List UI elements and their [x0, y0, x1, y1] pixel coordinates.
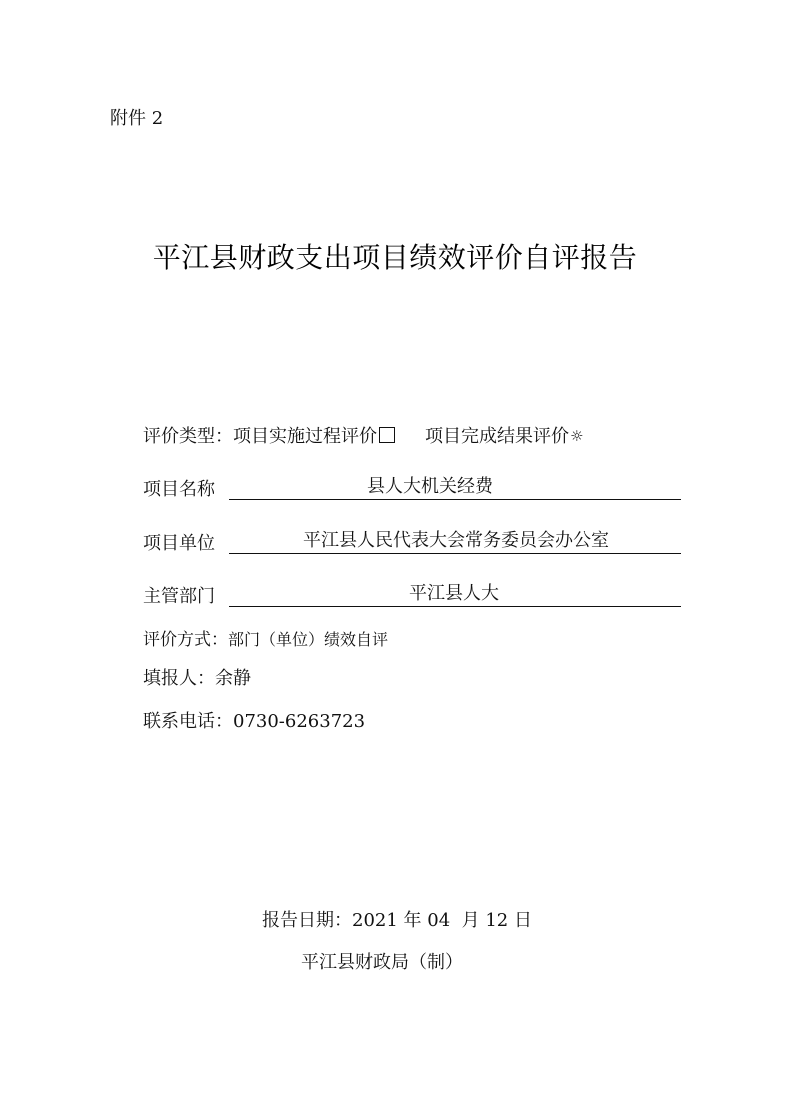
evaluation-method-label: 评价方式： — [143, 630, 228, 650]
evaluation-method-row — [143, 625, 388, 650]
project-name-line — [229, 475, 681, 500]
filler-value: 余静 — [215, 668, 251, 689]
phone-value: 0730-6263723 — [233, 711, 366, 732]
project-unit-value: 平江县人民代表大会常务委员会办公室 — [303, 530, 609, 551]
option-process-label: 项目实施过程评价 — [233, 426, 377, 447]
filler-row — [143, 664, 251, 690]
result-checked-sun-icon[interactable]: ☼ — [570, 427, 584, 445]
department-value: 平江县人大 — [409, 583, 499, 604]
maker-label: 平江县财政局（制） — [301, 952, 463, 973]
department-label: 主管部门 — [143, 586, 215, 607]
process-checkbox-icon[interactable] — [379, 427, 395, 443]
evaluation-type-row — [143, 422, 583, 448]
attachment-label: 附件 2 — [110, 108, 164, 129]
option-result-label: 项目完成结果评价 — [425, 426, 569, 447]
department-line — [229, 582, 681, 607]
project-name-value: 县人大机关经费 — [367, 476, 493, 497]
evaluation-type-label: 评价类型： — [143, 426, 233, 447]
report-date: 报告日期：2021 年 04 月 12 日 — [262, 910, 532, 931]
phone-row — [143, 707, 365, 733]
filler-label: 填报人： — [143, 668, 215, 689]
project-unit-label: 项目单位 — [143, 533, 215, 554]
project-name-label: 项目名称 — [143, 479, 215, 500]
evaluation-method-value: 部门（单位）绩效自评 — [228, 630, 389, 649]
phone-label: 联系电话： — [143, 711, 233, 732]
page-title: 平江县财政支出项目绩效评价自评报告 — [152, 241, 638, 274]
project-unit-line — [229, 529, 681, 554]
